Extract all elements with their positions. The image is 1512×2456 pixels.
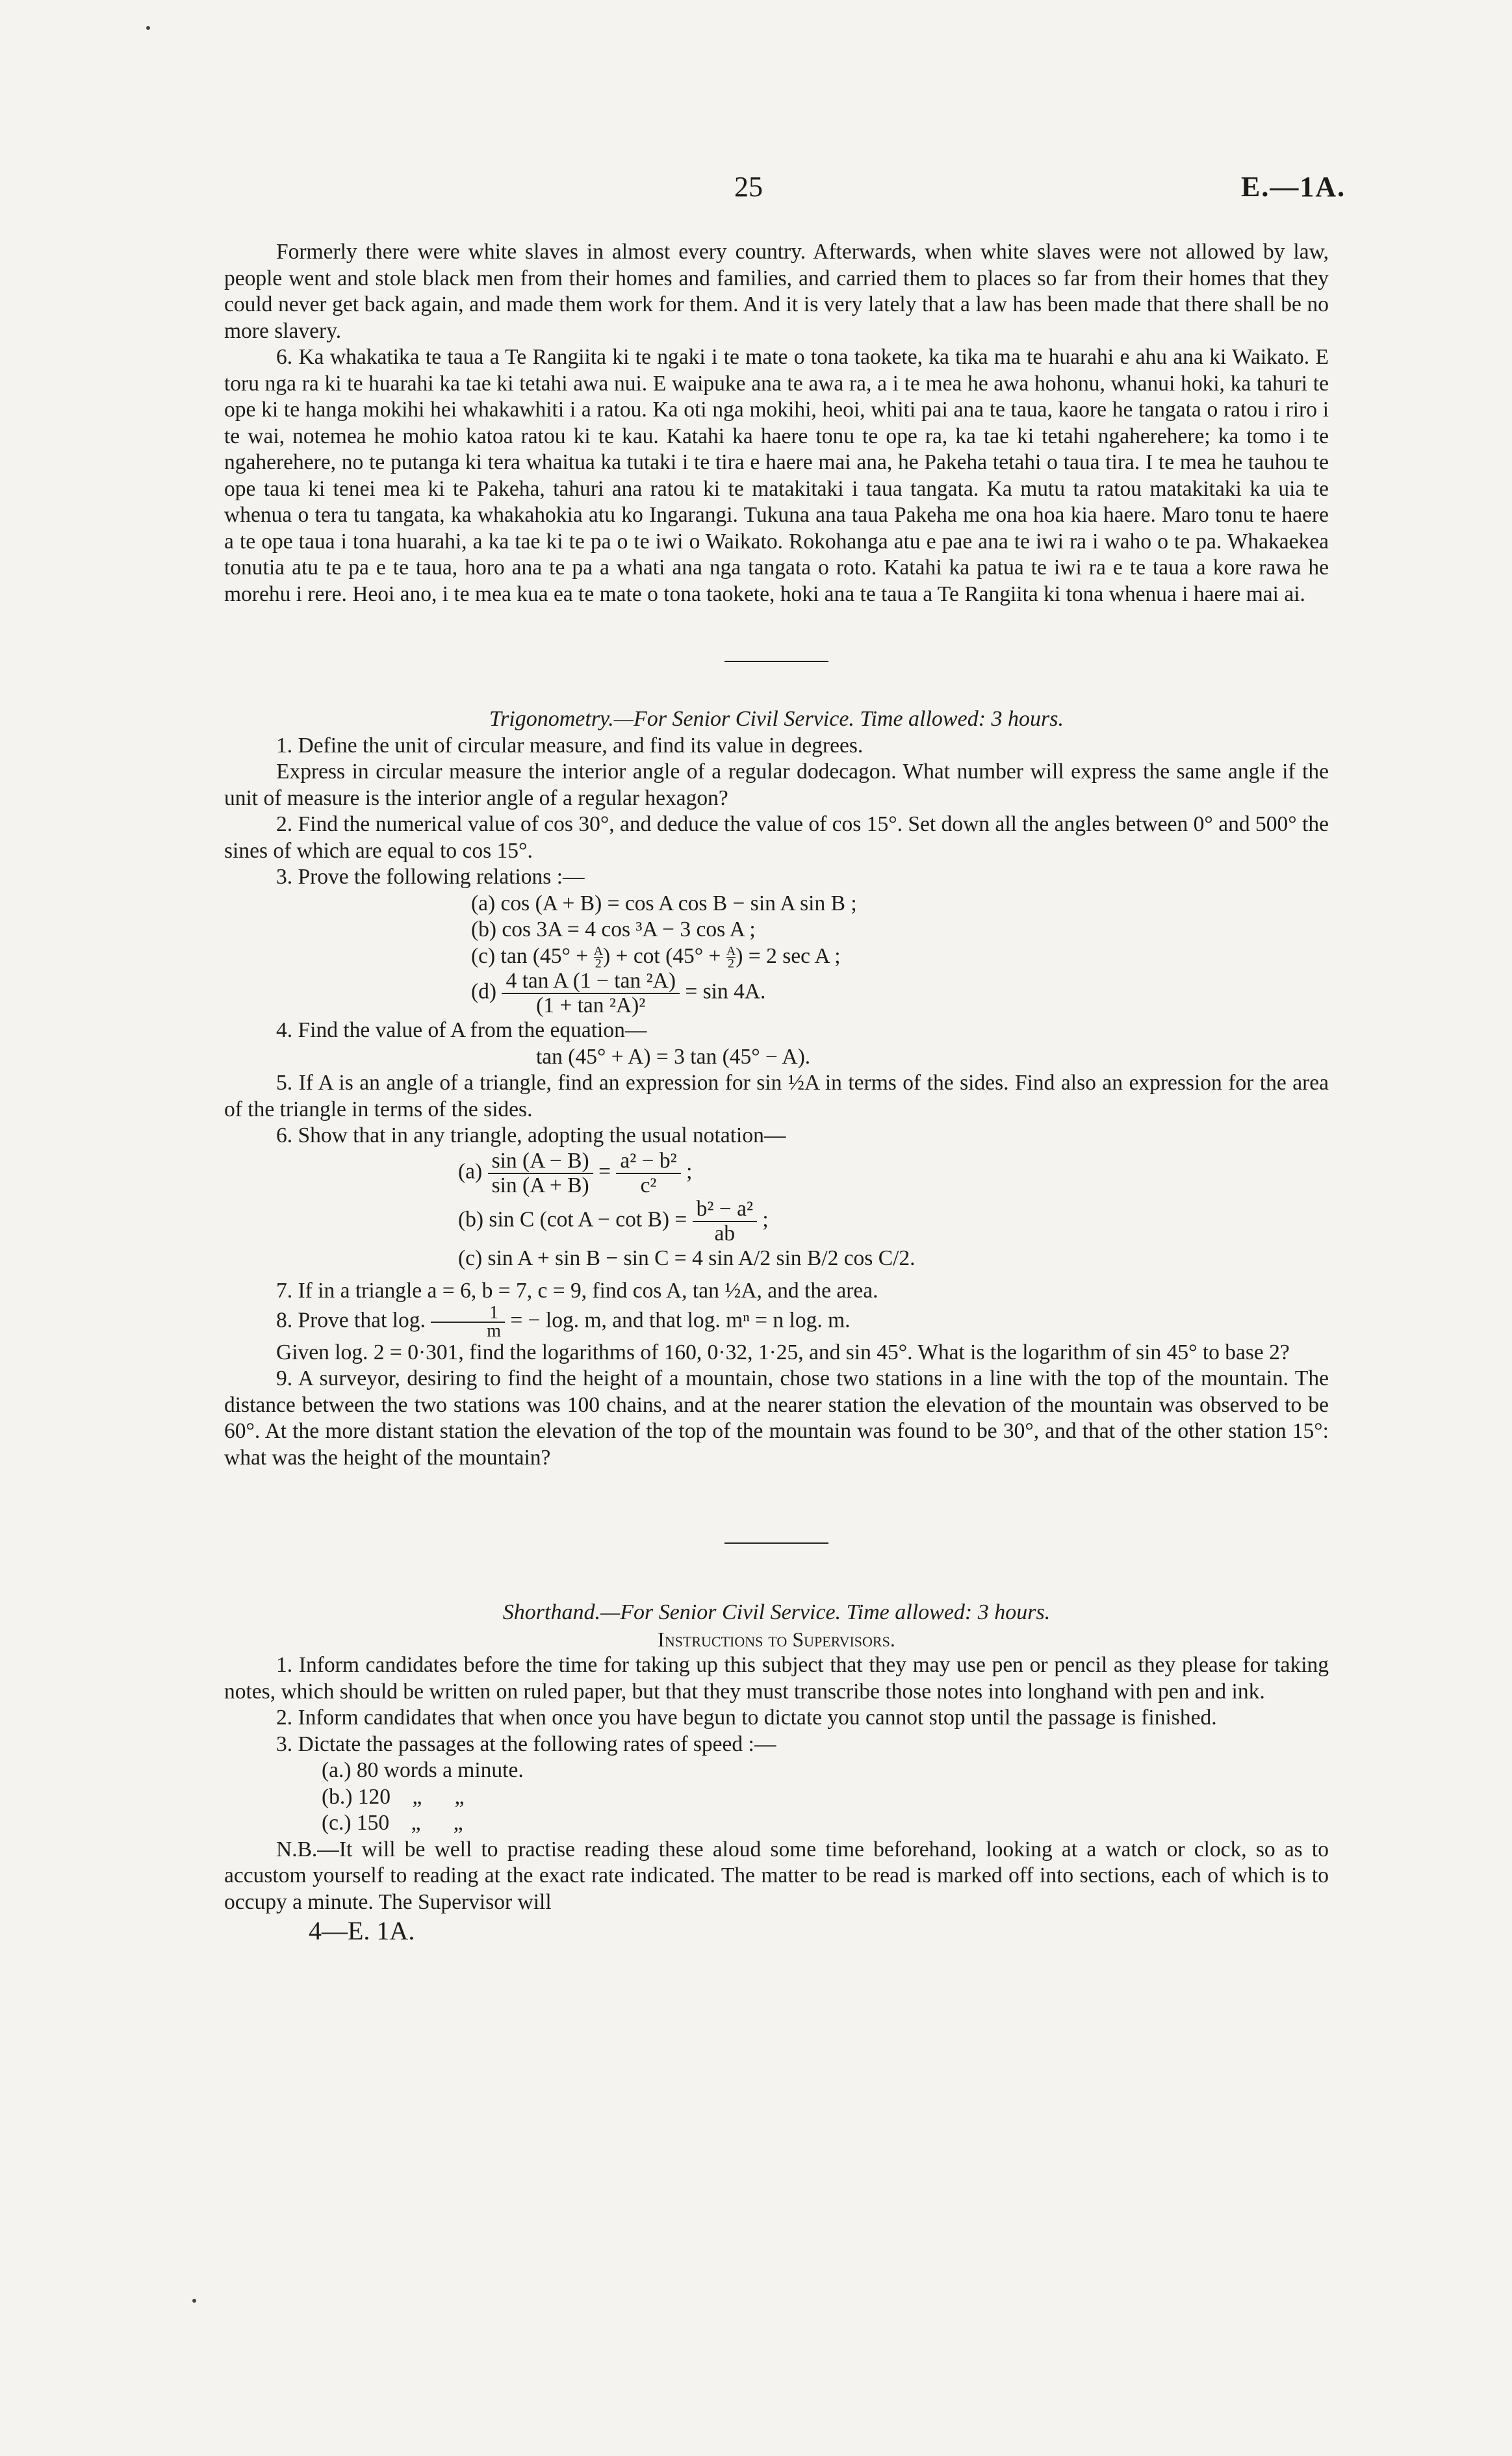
q6a-lhs-fraction [488,1149,593,1197]
trig-question-6b: (b) sin C (cot A − cot B) = $\frac{\text{b² − a²}}{ab}$ ; [458,1196,769,1246]
trig-question-7: 7. If in a triangle a = 6, b = 7, c = 9, find cos A, tan ½A, and the area. [276,1279,878,1303]
half-a-den-2: 2 [728,956,735,971]
q3c-text-mid: ) + cot (45° + [603,943,726,968]
trig-question-3c [471,943,1329,970]
q8-denominator: m [487,1320,501,1341]
shorthand-instruction-3: 3. Dictate the passages at the following rates of speed :— [276,1732,776,1756]
scan-speck-2 [192,2299,196,2303]
trigonometry-title: Trigonometry.—For Senior Civil Service. Time allowed: 3 hours. [489,707,1064,731]
trig-question-5: 5. If A is an angle of a triangle, find an expression for sin ½A in terms of the sides. Find also an expression for the area of the triangle in terms of the sides. [224,1071,1329,1121]
rate-item-c: (c.) 150 „ „ [322,1811,463,1836]
q6a-rhs-numerator: a² − b² [616,1149,680,1174]
half-a-num-2: A [726,944,736,959]
half-a-den: 2 [595,956,602,971]
q6b-numerator: b² − a² [693,1197,757,1222]
trig-question-2: 2. Find the numerical value of cos 30°, and deduce the value of cos 15°. Set down all the angles between 0° and 500° the sines of which are equal to cos 15°. [224,812,1329,863]
q8-numerator: 1 [431,1305,505,1323]
trig-question-3: 3. Prove the following relations :— [276,865,585,889]
trig-question-3d [471,969,1329,1017]
shorthand-instruction-1: 1. Inform candidates before the time for taking up this subject that they may use pen or pencil as they please for taking notes, which should be written on ruled paper, but that they must transcribe those notes into longhand with pen and ink. [224,1653,1329,1704]
trig-question-6: 6. Show that in any triangle, adopting the usual notation— [276,1123,786,1148]
trig-question-1-part-2: Express in circular measure the interior angle of a regular dodecagon. What number will express the same angle if the unit of measure is the interior angle of a regular hexagon? [224,760,1329,810]
trig-question-6c: (c) sin A + sin B − sin C = 4 sin A/2 sin B/2 cos C/2. [458,1246,916,1270]
shorthand-note: N.B.—It will be well to practise reading these aloud some time beforehand, looking at a watch or clock, so as to accustom yourself to reading at the exact rate indicated. The matter to be read is marked off into sections, each of which is to occupy a minute. The Supervisor will [224,1837,1329,1914]
trig-question-3a: (a) cos (A + B) = cos A cos B − sin A sin B ; [471,891,857,915]
shorthand-instruction-2: 2. Inform candidates that when once you have begun to dictate you cannot stop until the passage is finished. [276,1706,1217,1730]
half-a-num: A [593,944,604,959]
q6a-label: (a) [458,1159,483,1184]
q6a-equals: = [598,1159,611,1184]
q3d-label: (d) [471,980,497,1004]
page-number: 25 [734,171,763,203]
page-content [224,239,1329,1945]
q6a-lhs-numerator: sin (A − B) [488,1149,593,1174]
half-a-fraction-2 [726,945,736,969]
q6a-lhs-denominator: sin (A + B) [491,1173,589,1197]
q6b-denominator: ab [714,1221,736,1246]
q8-fraction [431,1302,505,1341]
trig-question-4: 4. Find the value of A from the equation— [276,1018,647,1043]
half-a-fraction [594,945,603,969]
q8-text-post: = − log. m, and that log. mⁿ = n log. m. [510,1308,851,1333]
shorthand-title: Shorthand.—For Senior Civil Service. Time allowed: 3 hours. [502,1600,1051,1625]
q3c-text-post: ) = 2 sec A ; [736,943,841,968]
trig-question-8-part-2: Given log. 2 = 0·301, find the logarithms of 160, 0·32, 1·25, and sin 45°. What is the logarithm of sin 45° to base 2? [276,1340,1290,1364]
rate-item-a: (a.) 80 words a minute. [322,1758,524,1783]
shorthand-subtitle: Instructions to Supervisors. [658,1627,895,1651]
q3c-text-pre: (c) tan (45° + [471,943,594,968]
intro-paragraph-maori: 6. Ka whakatika te taua a Te Rangiita ki te ngaki i te mate o tona taokete, ka tika ma te huarahi e ahu ana ki Waikato. E toru nga ra ki te huarahi ka tae ki tetahi awa nui. E waipuke ana te awa ra, a i te mea he awa hohonu, whanui hoki, ka tahuri te ope ki te hanga mokihi hei whakawhiti i a ratou. Ka oti nga mokihi, heoi, whiti pai ana te taua, kaore he tangata o ratou i riro i te wai, notemea he mohio katoa ratou ki te kau. Katahi ka haere tonu te ope ra, ka tae ki tetahi ngaherehere; ka tomo i te ngaherehere, no te putanga ki tera whaitua ka tutaki i te tira e haere mai ana, he Pakeha tetahi o taua tira. I te mea he tauhou te ope taua ki tenei mea ki te Pakeha, tahuri ana ratou ki te matakitaki i taua tangata. Ka mutu ta ratou matakitaki ka uia te whenua o tera tu tangata, ka whakahokia atu ko Ingarangi. Tukuna ana taua Pakeha me ona hoa kia haere. Maro tonu te haere a te ope taua i tona huarahi, a ka tae ki te pa o te iwi o Waikato. Rokohanga atu e pae ana te iwi ra i waho o te pa. Whakaekea tonutia atu te pa e te taua, horo ana te pa a whati ana nga tangata o roto. Katahi ka patua te iwi ra e te taua a kore rawa he morehu i rere. Heoi ano, i te mea kua ea te mate o tona taokete, hoki ana te taua a Te Rangiita ki tona whenua i haere mai ai. [224,345,1329,606]
trig-question-6a: (a) $\frac{\sin (A - B)}{\sin (A + B)}$ = $\frac{\text{a² − b²}}{\text{c²}}$ ; [458,1148,693,1197]
trig-question-9: 9. A surveyor, desiring to find the height of a mountain, chose two stations in a line with the top of the mountain. The distance between the two stations was 100 chains, and at the nearer station the elevation of the mountain was observed to be 60°. At the more distant station the elevation of the top of the mountain was found to be 30°, and that of the other station 15°: what was the height of the mountain? [224,1366,1329,1470]
trig-question-8 [224,1302,1329,1341]
document-reference: E.—1A. [1241,171,1346,203]
q6b-text: (b) sin C (cot A − cot B) = [458,1207,687,1232]
q3d-fraction [502,969,680,1017]
trig-question-1: 1. Define the unit of circular measure, and find its value in degrees. [276,733,864,758]
intro-paragraph-english: Formerly there were white slaves in almost every country. Afterwards, when white slaves were not allowed by law, people went and stole black men from their homes and families, and carried them to places so far from their homes that they could never get back again, and made them work for them. And it is very lately that a law has been made that there shall be no more slavery. [224,240,1329,343]
trig-question-4-equation: tan (45° + A) = 3 tan (45° − A). [536,1044,811,1069]
trig-question-3b: (b) cos 3A = 4 cos ³A − 3 cos A ; [471,917,756,941]
scan-speck [146,26,150,30]
signature-mark: 4—E. 1A. [309,1916,415,1946]
q6a-rhs-denominator: c² [640,1173,657,1197]
q6b-fraction [693,1197,757,1246]
q3d-rhs: = sin 4A. [685,980,766,1004]
q3d-denominator: (1 + tan ²A)² [536,993,646,1018]
page-header [0,170,1512,209]
rate-item-b: (b.) 120 „ „ [322,1784,465,1809]
q6a-rhs-fraction [616,1149,680,1197]
q3d-numerator: 4 tan A (1 − tan ²A) [502,969,680,994]
q8-text-pre: 8. Prove that log. [276,1308,426,1333]
